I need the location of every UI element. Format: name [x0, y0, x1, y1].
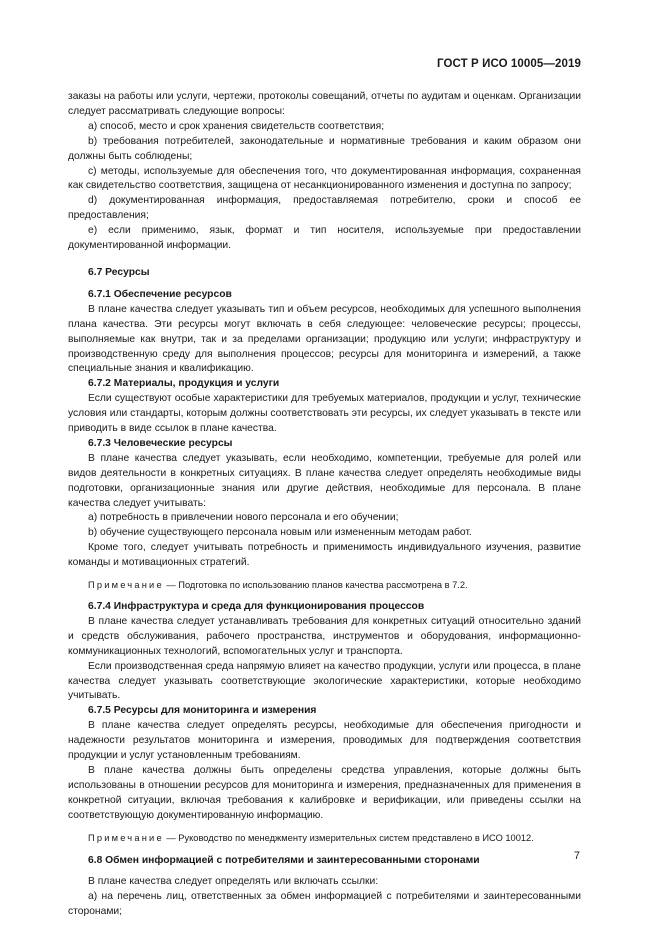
paragraph-6-7-4-extra: Если производственная среда напрямую влияет на качество продукции, услуги или процесса, в плане качества следует указывать соответствующие экологические характеристики, которые необходимо учитывать. — [68, 660, 581, 702]
document-header: ГОСТ Р ИСО 10005—2019 — [436, 58, 581, 70]
paragraph-6-8: В плане качества следует определять или включать ссылки: — [88, 876, 379, 888]
document-body — [68, 90, 581, 920]
list-item-6-7-3-b: b) обучение существующего персонала новым или измененным методам работ. — [88, 527, 472, 539]
subsection-heading-6-7-5: 6.7.5 Ресурсы для мониторинга и измерения — [88, 705, 317, 717]
section-heading-6-8: 6.8 Обмен информацией с потребителями и заинтересованными сторонами — [88, 854, 480, 866]
note-label: Примечание — [88, 832, 164, 843]
note-text: — Подготовка по использованию планов качества рассмотрена в 7.2. — [163, 580, 468, 591]
list-item-c: c) методы, используемые для обеспечения того, что документированная информация, сохраненная как свидетельство соответствия, защищена от несанкционированного изменения и доступна по запросу; — [68, 165, 581, 192]
list-item-6-8-a: a) на перечень лиц, ответственных за обмен информацией с потребителями и заинтересованными сторонами; — [68, 891, 581, 918]
paragraph-6-7-1: В плане качества следует указывать тип и объем ресурсов, необходимых для успешного выполнения плана качества. Эти ресурсы могут включать в себя следующее: человеческие ресурсы; процессы, выполняемые как внутри, так и за пределами организации; продукцию или услуги; инфраструктуру и производственную среду для выполнения процессов; ресурсы для мониторинга и измерений, а также специальные знания и квалификацию. — [68, 303, 581, 375]
subsection-heading-6-7-2: 6.7.2 Материалы, продукция и услуги — [88, 378, 280, 390]
list-item-6-7-3-a: a) потребность в привлечении нового персонала и его обучении; — [88, 512, 399, 524]
list-item-e: e) если применимо, язык, формат и тип носителя, используемые при предоставлении документированной информации. — [68, 225, 581, 252]
list-item-a: a) способ, место и срок хранения свидетельств соответствия; — [88, 120, 385, 132]
note-text: — Руководство по менеджменту измерительных систем представлено в ИСО 10012. — [163, 832, 534, 843]
paragraph-6-7-4: В плане качества следует устанавливать требования для конкретных ситуаций относительно зданий и средств обслуживания, рабочего пространства, инструментов и оборудования, информационно-коммуникационных технологий, вспомогательных услуг и транспорта. — [68, 615, 581, 657]
paragraph-6-7-3-extra: Кроме того, следует учитывать потребность и применимость индивидуального изучения, развитие команды и мотивационных стратегий. — [68, 542, 581, 569]
note-label: Примечание — [88, 580, 164, 591]
subsection-heading-6-7-3: 6.7.3 Человеческие ресурсы — [88, 437, 233, 449]
paragraph-intro: заказы на работы или услуги, чертежи, протоколы совещаний, отчеты по аудитам и оценкам. Организации следует рассматривать следующие вопросы: — [68, 91, 581, 117]
paragraph-6-7-5-extra: В плане качества должны быть определены средства управления, которые должны быть использованы в отношении ресурсов для мониторинга и измерения, предназначенных для применения в конкретной ситуации, включая требования к калибровке и верификации, или приведены ссылки на соответствующую документированную информацию. — [68, 764, 581, 821]
list-item-d: d) документированная информация, предоставляемая потребителю, сроки и способ ее предоставления; — [68, 195, 581, 222]
note-6-7-5 — [68, 831, 581, 846]
note-6-7-3 — [68, 578, 581, 593]
paragraph-6-7-3: В плане качества следует указывать, если необходимо, компетенции, требуемые для ролей или видов деятельности в конкретных ситуациях. В плане качества следует определять необходимые виды подготовки, организационные знания или другие действия, необходимые для персонала. В плане качества следует учитывать: — [68, 452, 581, 509]
list-item-b: b) требования потребителей, законодательные и нормативные требования и каким образом они должны быть соблюдены; — [68, 135, 581, 162]
subsection-heading-6-7-4: 6.7.4 Инфраструктура и среда для функционирования процессов — [88, 601, 425, 612]
page-number: 7 — [573, 850, 580, 862]
paragraph-6-7-5: В плане качества следует определять ресурсы, необходимые для обеспечения пригодности и надежности результатов мониторинга и измерения, проводимых для подтверждения соответствия продукции и услуг установленным требованиям. — [68, 720, 581, 762]
section-heading-6-7: 6.7 Ресурсы — [88, 266, 150, 278]
subsection-heading-6-7-1: 6.7.1 Обеспечение ресурсов — [88, 288, 232, 300]
paragraph-6-7-2: Если существуют особые характеристики для требуемых материалов, продукции и услуг, технические условия или стандарты, которым должны соответствовать эти ресурсы, их следует указывать в тексте или приводить в виде ссылок в плане качества. — [68, 393, 581, 435]
